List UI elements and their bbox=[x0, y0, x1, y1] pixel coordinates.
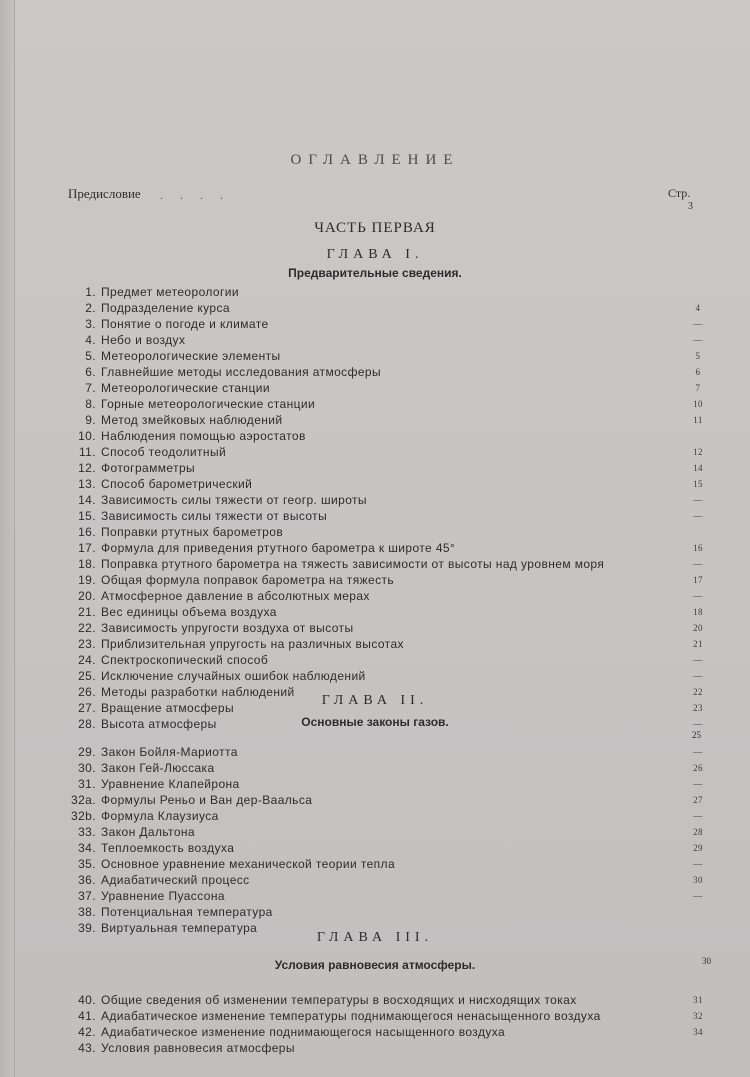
toc-entry-title: Адиабатический процесс bbox=[101, 873, 250, 887]
chapter-1-subtitle: Предварительные сведения. bbox=[288, 266, 462, 280]
toc-entry bbox=[0, 872, 750, 888]
toc-entry-number: 3. bbox=[85, 317, 96, 331]
toc-entry-number: 38. bbox=[78, 905, 96, 919]
toc-entry-number: 31. bbox=[78, 777, 96, 791]
toc-entry-number: 28. bbox=[78, 717, 96, 731]
chapter-3-heading: ГЛАВА III. bbox=[316, 930, 434, 945]
toc-entry-page: — bbox=[693, 747, 703, 757]
toc-entry-page: 28 bbox=[693, 827, 703, 837]
toc-entry-title: Адиабатическое изменение температуры поднимающегося ненасыщенного воздуха bbox=[101, 1009, 601, 1023]
toc-entry-page: 14 bbox=[693, 463, 703, 473]
toc-entry bbox=[0, 888, 750, 904]
toc-entry-title: Методы разработки наблюдений bbox=[101, 685, 295, 699]
toc-entry-title: Основное уравнение механической теории тепла bbox=[101, 857, 396, 871]
toc-entry bbox=[0, 476, 750, 492]
toc-entry-number: 43. bbox=[78, 1041, 96, 1055]
toc-entry bbox=[0, 1008, 750, 1024]
toc-title: ОГЛАВЛЕНИЕ bbox=[290, 152, 460, 168]
toc-entry-page: — bbox=[693, 655, 703, 665]
toc-entry bbox=[0, 444, 750, 460]
toc-entry-title: Поправка ртутного барометра на тяжесть зависимости от высоты над уровнем моря bbox=[101, 557, 605, 571]
chapter-2-first-page: 25 bbox=[692, 730, 701, 740]
toc-entry-page: 20 bbox=[693, 623, 703, 633]
toc-entry-page: — bbox=[693, 671, 703, 681]
toc-entry-page: — bbox=[693, 779, 703, 789]
chapter-2-subtitle: Основные законы газов. bbox=[301, 715, 449, 729]
page-column-label: Стр. bbox=[668, 186, 691, 200]
toc-entry bbox=[0, 604, 750, 620]
toc-entry-page: 29 bbox=[693, 843, 703, 853]
toc-entry-number: 29. bbox=[78, 745, 96, 759]
toc-entry-title: Виртуальная температура bbox=[101, 921, 258, 935]
toc-entry-number: 9. bbox=[85, 413, 96, 427]
toc-entry-page: 7 bbox=[695, 383, 701, 393]
toc-entry bbox=[0, 792, 750, 808]
toc-entry-title: Атмосферное давление в абсолютных мерах bbox=[101, 589, 370, 603]
toc-entry-number: 34. bbox=[78, 841, 96, 855]
toc-entry-title: Горные метеорологические станции bbox=[101, 397, 316, 411]
toc-entry bbox=[0, 824, 750, 840]
toc-entry-number: 7. bbox=[85, 381, 96, 395]
toc-entry-page: — bbox=[693, 495, 703, 505]
toc-entry bbox=[0, 652, 750, 668]
toc-entry-title: Зависимость силы тяжести от геогр. широты bbox=[101, 493, 367, 507]
toc-entry-page: 10 bbox=[693, 399, 703, 409]
toc-entry bbox=[0, 460, 750, 476]
toc-entry-page: 32 bbox=[693, 1011, 703, 1021]
toc-entry-page: — bbox=[693, 335, 703, 345]
toc-entry bbox=[0, 556, 750, 572]
toc-entry-page: 31 bbox=[693, 995, 703, 1005]
toc-entry-number: 15. bbox=[78, 509, 96, 523]
toc-entry-number: 6. bbox=[85, 365, 96, 379]
toc-entry-title: Общие сведения об изменении температуры в восходящих и нисходящих токах bbox=[101, 993, 577, 1007]
toc-entry-number: 2. bbox=[85, 301, 96, 315]
toc-entry bbox=[0, 332, 750, 348]
toc-entry-page: — bbox=[693, 811, 703, 821]
toc-entry-title: Приблизительная упругость на различных высотах bbox=[101, 637, 404, 651]
toc-entry bbox=[0, 1024, 750, 1040]
chapter-1-heading: ГЛАВА I. bbox=[326, 247, 424, 262]
toc-entry bbox=[0, 364, 750, 380]
toc-entry-page: — bbox=[693, 511, 703, 521]
toc-entry-number: 23. bbox=[78, 637, 96, 651]
toc-entry bbox=[0, 396, 750, 412]
toc-entry-title: Спектроскопический способ bbox=[101, 653, 269, 667]
toc-entry-title: Небо и воздух bbox=[101, 333, 186, 347]
toc-entry-number: 12. bbox=[78, 461, 96, 475]
toc-entry-number: 25. bbox=[78, 669, 96, 683]
chapter-3-subtitle: Условия равновесия атмосферы. bbox=[274, 958, 476, 972]
toc-entry-number: 40. bbox=[78, 993, 96, 1007]
toc-entry-page: 4 bbox=[695, 303, 701, 313]
toc-entry-number: 30. bbox=[78, 761, 96, 775]
toc-entry-title: Вес единицы объема воздуха bbox=[101, 605, 277, 619]
toc-entry bbox=[0, 856, 750, 872]
toc-entry-title: Закон Дальтона bbox=[101, 825, 195, 839]
toc-entry-page: 22 bbox=[693, 687, 703, 697]
toc-entry-page: — bbox=[693, 591, 703, 601]
toc-entry-page: — bbox=[693, 559, 703, 569]
toc-entry-number: 10. bbox=[78, 429, 96, 443]
toc-entry-page: 30 bbox=[693, 875, 703, 885]
toc-entry-number: 22. bbox=[78, 621, 96, 635]
toc-entry bbox=[0, 840, 750, 856]
toc-entry-title: Наблюдения помощью аэростатов bbox=[101, 429, 306, 443]
chapter-3-first-page: 30 bbox=[702, 956, 711, 966]
toc-entry-page: — bbox=[693, 719, 703, 729]
toc-entry-title: Подразделение курса bbox=[101, 301, 230, 315]
toc-entry bbox=[0, 428, 750, 444]
toc-entry-number: 32b. bbox=[71, 809, 96, 823]
toc-entry bbox=[0, 524, 750, 540]
toc-entry-number: 17. bbox=[78, 541, 96, 555]
toc-entry-page: 11 bbox=[693, 415, 703, 425]
toc-entry-number: 20. bbox=[78, 589, 96, 603]
toc-entry bbox=[0, 348, 750, 364]
toc-entry-number: 24. bbox=[78, 653, 96, 667]
toc-entry-number: 35. bbox=[78, 857, 96, 871]
toc-entry-title: Уравнение Клапейрона bbox=[101, 777, 240, 791]
toc-entry-number: 37. bbox=[78, 889, 96, 903]
preface-label: Предисловие bbox=[68, 186, 141, 201]
toc-entry-title: Закон Гей-Люссака bbox=[101, 761, 215, 775]
toc-entry-number: 11. bbox=[79, 445, 96, 459]
toc-entry-title: Метеорологические станции bbox=[101, 381, 270, 395]
toc-entry bbox=[0, 620, 750, 636]
toc-entry-page: 16 bbox=[693, 543, 703, 553]
toc-entry bbox=[0, 284, 750, 300]
chapter-3-entries bbox=[0, 992, 750, 1056]
part-title: ЧАСТЬ ПЕРВАЯ bbox=[314, 220, 436, 236]
toc-entry-title: Потенциальная температура bbox=[101, 905, 273, 919]
chapter-2-heading: ГЛАВА II. bbox=[321, 693, 429, 708]
toc-entry-page: 21 bbox=[693, 639, 703, 649]
toc-entry-page: 17 bbox=[693, 575, 703, 585]
toc-entry-title: Метеорологические элементы bbox=[101, 349, 281, 363]
toc-entry-title: Способ барометрический bbox=[101, 477, 253, 491]
toc-entry-number: 4. bbox=[85, 333, 96, 347]
toc-entry-title: Способ теодолитный bbox=[101, 445, 227, 459]
toc-entry-title: Предмет метеорологии bbox=[101, 285, 239, 299]
toc-entry-title: Закон Бойля-Мариотта bbox=[101, 745, 238, 759]
toc-entry-number: 5. bbox=[85, 349, 96, 363]
toc-entry-title: Уравнение Пуассона bbox=[101, 889, 225, 903]
toc-entry-title: Условия равновесия атмосферы bbox=[101, 1041, 295, 1055]
toc-entry-page: — bbox=[693, 319, 703, 329]
chapter-2-entries bbox=[0, 744, 750, 936]
toc-entry-page: 18 bbox=[693, 607, 703, 617]
toc-entry bbox=[0, 380, 750, 396]
toc-entry-number: 42. bbox=[78, 1025, 96, 1039]
toc-entry-page: 6 bbox=[695, 367, 701, 377]
toc-entry-number: 1. bbox=[85, 285, 96, 299]
toc-entry-page: 27 bbox=[693, 795, 703, 805]
toc-entry-number: 13. bbox=[78, 477, 96, 491]
toc-entry bbox=[0, 300, 750, 316]
toc-entry-page: 34 bbox=[693, 1027, 703, 1037]
toc-entry-number: 18. bbox=[78, 557, 96, 571]
toc-entry-page: 15 bbox=[693, 479, 703, 489]
toc-entry-number: 32a. bbox=[71, 793, 96, 807]
toc-entry-number: 26. bbox=[78, 685, 96, 699]
toc-entry bbox=[0, 904, 750, 920]
toc-entry-title: Исключение случайных ошибок наблюдений bbox=[101, 669, 366, 683]
chapter-1-entries bbox=[0, 284, 750, 732]
toc-entry-title: Зависимость упругости воздуха от высоты bbox=[101, 621, 354, 635]
preface-dots: . . . . bbox=[160, 188, 230, 202]
toc-entry-number: 36. bbox=[78, 873, 96, 887]
toc-entry bbox=[0, 492, 750, 508]
toc-entry bbox=[0, 412, 750, 428]
toc-entry bbox=[0, 776, 750, 792]
toc-entry-title: Формулы Реньо и Ван дер-Ваальса bbox=[101, 793, 313, 807]
toc-entry-number: 27. bbox=[78, 701, 96, 715]
toc-entry bbox=[0, 760, 750, 776]
toc-entry-number: 19. bbox=[78, 573, 96, 587]
toc-entry bbox=[0, 588, 750, 604]
toc-entry-number: 14. bbox=[78, 493, 96, 507]
toc-entry-number: 33. bbox=[78, 825, 96, 839]
toc-entry bbox=[0, 316, 750, 332]
toc-entry bbox=[0, 744, 750, 760]
toc-entry-number: 21. bbox=[78, 605, 96, 619]
toc-entry bbox=[0, 572, 750, 588]
preface-page-number: 3 bbox=[688, 201, 693, 212]
toc-entry-page: — bbox=[693, 859, 703, 869]
toc-entry bbox=[0, 636, 750, 652]
toc-entry-title: Фотограмметры bbox=[101, 461, 196, 475]
toc-entry-title: Главнейшие методы исследования атмосферы bbox=[101, 365, 382, 379]
toc-entry-title: Формула для приведения ртутного барометра к широте 45° bbox=[101, 541, 456, 555]
toc-entry-page: — bbox=[693, 891, 703, 901]
toc-entry-number: 8. bbox=[85, 397, 96, 411]
toc-entry-number: 39. bbox=[78, 921, 96, 935]
toc-entry-title: Адиабатическое изменение поднимающегося насыщенного воздуха bbox=[101, 1025, 506, 1039]
toc-entry-number: 16. bbox=[78, 525, 96, 539]
toc-entry bbox=[0, 540, 750, 556]
toc-entry-title: Общая формула поправок барометра на тяжесть bbox=[101, 573, 395, 587]
toc-entry bbox=[0, 508, 750, 524]
toc-entry-title: Зависимость силы тяжести от высоты bbox=[101, 509, 328, 523]
toc-entry-number: 41. bbox=[78, 1009, 96, 1023]
toc-entry-page: 5 bbox=[695, 351, 701, 361]
toc-entry-page: 26 bbox=[693, 763, 703, 773]
toc-entry-title: Вращение атмосферы bbox=[101, 701, 234, 715]
toc-entry bbox=[0, 1040, 750, 1056]
toc-entry-page: 23 bbox=[693, 703, 703, 713]
toc-entry-title: Понятие о погоде и климате bbox=[101, 317, 269, 331]
toc-entry-title: Поправки ртутных барометров bbox=[101, 525, 284, 539]
toc-entry-page: 12 bbox=[693, 447, 703, 457]
toc-entry bbox=[0, 808, 750, 824]
toc-entry-title: Формула Клаузиуса bbox=[101, 809, 219, 823]
toc-entry bbox=[0, 668, 750, 684]
toc-entry bbox=[0, 992, 750, 1008]
toc-entry-title: Метод змейковых наблюдений bbox=[101, 413, 283, 427]
toc-entry-title: Высота атмосферы bbox=[101, 717, 217, 731]
toc-entry-title: Теплоемкость воздуха bbox=[101, 841, 235, 855]
